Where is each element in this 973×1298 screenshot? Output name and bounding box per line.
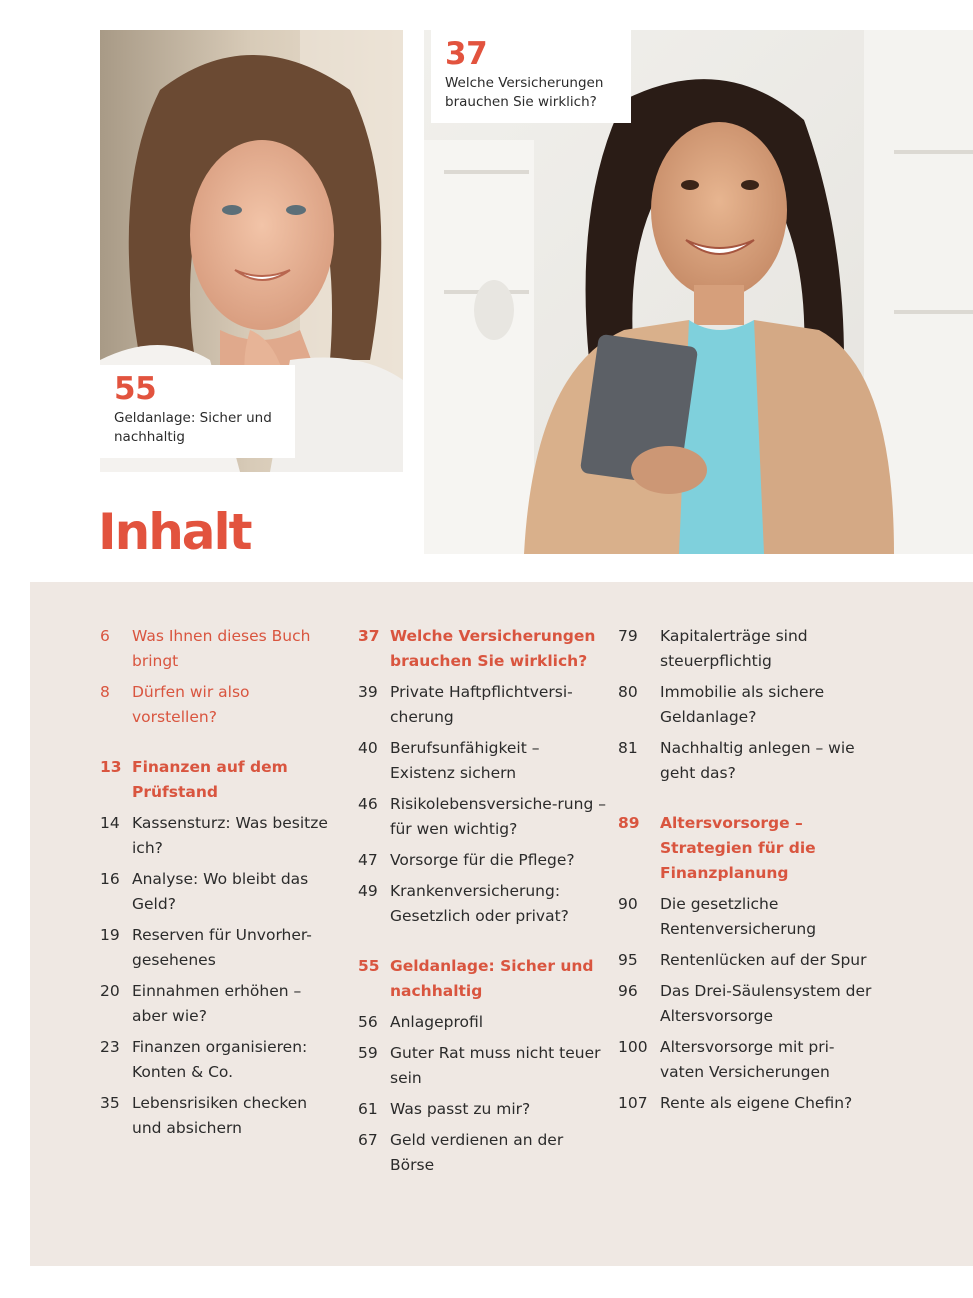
toc-page-number: 20: [100, 982, 120, 1000]
toc-title: Finanzen organisieren: Konten & Co.: [132, 1038, 308, 1081]
toc-page-number: 56: [358, 1013, 378, 1031]
toc-title: Altersvorsorge – Strategien für die Finanzplanung: [660, 814, 816, 882]
toc-entry[interactable]: [358, 848, 608, 873]
toc-page-number: 80: [618, 683, 638, 701]
toc-panel: [30, 582, 973, 1266]
toc-entry[interactable]: [100, 979, 335, 1029]
toc-title: Rentenlücken auf der Spur: [660, 951, 867, 969]
toc-entry[interactable]: [358, 1041, 608, 1091]
toc-title: Immobilie als sichere Geldanlage?: [660, 683, 825, 726]
toc-chapter[interactable]: [358, 624, 608, 674]
toc-entry[interactable]: [358, 1097, 608, 1122]
toc-title: Kapitalerträge sind steuerpflichtig: [660, 627, 808, 670]
callout-versicherungen: [431, 30, 631, 123]
toc-title: Was passt zu mir?: [390, 1100, 531, 1118]
toc-page-number: 14: [100, 814, 120, 832]
toc-entry[interactable]: [618, 736, 873, 786]
toc-title: Geldanlage: Sicher und nachhaltig: [390, 957, 594, 1000]
toc-title: Einnahmen erhöhen – aber wie?: [132, 982, 302, 1025]
toc-page-number: 23: [100, 1038, 120, 1056]
toc-entry[interactable]: [358, 736, 608, 786]
toc-title: Krankenversicherung: Gesetzlich oder privat?: [390, 882, 569, 925]
toc-entry[interactable]: [100, 811, 335, 861]
callout-geldanlage: [100, 365, 295, 458]
toc-title: Berufsunfähigkeit – Existenz sichern: [390, 739, 540, 782]
toc-page-number: 49: [358, 882, 378, 900]
page-title: Inhalt: [98, 503, 251, 561]
toc-column-2: [358, 624, 608, 1184]
toc-title: Altersvorsorge mit pri-vaten Versicherungen: [660, 1038, 835, 1081]
toc-page-number: 96: [618, 982, 638, 1000]
toc-title: Risikolebensversiche-rung – für wen wichtig?: [390, 795, 606, 838]
toc-page-number: 89: [618, 814, 640, 832]
toc-title: Die gesetzliche Rentenversicherung: [660, 895, 817, 938]
callout-text: Welche Versicherungen brauchen Sie wirklich?: [445, 75, 604, 110]
toc-title: Was Ihnen dieses Buch bringt: [132, 627, 311, 670]
callout-page-number: 55: [114, 371, 157, 407]
toc-column-1: [100, 624, 335, 1147]
toc-entry[interactable]: [358, 792, 608, 842]
toc-title: Das Drei-Säulensystem der Altersvorsorge: [660, 982, 872, 1025]
toc-entry[interactable]: [100, 680, 335, 730]
toc-page-number: 95: [618, 951, 638, 969]
toc-page-number: 47: [358, 851, 378, 869]
toc-title: Dürfen wir also vorstellen?: [132, 683, 250, 726]
toc-page-number: 16: [100, 870, 120, 888]
toc-entry[interactable]: [100, 1035, 335, 1085]
toc-page-number: 81: [618, 739, 638, 757]
toc-entry[interactable]: [358, 1010, 608, 1035]
toc-title: Finanzen auf dem Prüfstand: [132, 758, 288, 801]
toc-page-number: 37: [358, 627, 380, 645]
toc-title: Welche Versicherungen brauchen Sie wirklich?: [390, 627, 596, 670]
toc-title: Guter Rat muss nicht teuer sein: [390, 1044, 601, 1087]
callout-page-number: 37: [445, 36, 488, 72]
toc-page-number: 19: [100, 926, 120, 944]
toc-page-number: 8: [100, 683, 110, 701]
toc-title: Reserven für Unvorher-gesehenes: [132, 926, 312, 969]
toc-title: Nachhaltig anlegen – wie geht das?: [660, 739, 855, 782]
toc-entry[interactable]: [618, 680, 873, 730]
toc-page-number: 59: [358, 1044, 378, 1062]
toc-chapter[interactable]: [100, 755, 335, 805]
toc-chapter[interactable]: [618, 811, 873, 886]
toc-page-number: 13: [100, 758, 122, 776]
toc-page-number: 46: [358, 795, 378, 813]
toc-entry[interactable]: [358, 1128, 608, 1178]
toc-page-number: 79: [618, 627, 638, 645]
toc-entry[interactable]: [618, 948, 873, 973]
toc-entry[interactable]: [100, 624, 335, 674]
toc-title: Rente als eigene Chefin?: [660, 1094, 853, 1112]
toc-title: Kassensturz: Was besitze ich?: [132, 814, 328, 857]
toc-page-number: 55: [358, 957, 380, 975]
toc-entry[interactable]: [618, 624, 873, 674]
toc-title: Private Haftpflichtversi-cherung: [390, 683, 573, 726]
toc-entry[interactable]: [618, 1091, 873, 1116]
toc-chapter[interactable]: [358, 954, 608, 1004]
toc-page-number: 6: [100, 627, 110, 645]
toc-entry[interactable]: [100, 867, 335, 917]
toc-entry[interactable]: [358, 680, 608, 730]
toc-title: Vorsorge für die Pflege?: [390, 851, 575, 869]
toc-page-number: 35: [100, 1094, 120, 1112]
toc-title: Anlageprofil: [390, 1013, 484, 1031]
toc-page-number: 40: [358, 739, 378, 757]
toc-entry[interactable]: [100, 923, 335, 973]
toc-page-number: 100: [618, 1038, 648, 1056]
toc-entry[interactable]: [618, 892, 873, 942]
toc-page-number: 107: [618, 1094, 648, 1112]
toc-entry[interactable]: [618, 1035, 873, 1085]
toc-entry[interactable]: [358, 879, 608, 929]
toc-page-number: 67: [358, 1131, 378, 1149]
callout-text: Geldanlage: Sicher und nachhaltig: [114, 410, 272, 445]
toc-title: Lebensrisiken checken und absichern: [132, 1094, 308, 1137]
toc-title: Analyse: Wo bleibt das Geld?: [132, 870, 309, 913]
toc-column-3: [618, 624, 873, 1122]
toc-page-number: 61: [358, 1100, 378, 1118]
toc-entry[interactable]: [100, 1091, 335, 1141]
toc-page-number: 39: [358, 683, 378, 701]
toc-page-number: 90: [618, 895, 638, 913]
toc-entry[interactable]: [618, 979, 873, 1029]
toc-title: Geld verdienen an der Börse: [390, 1131, 564, 1174]
